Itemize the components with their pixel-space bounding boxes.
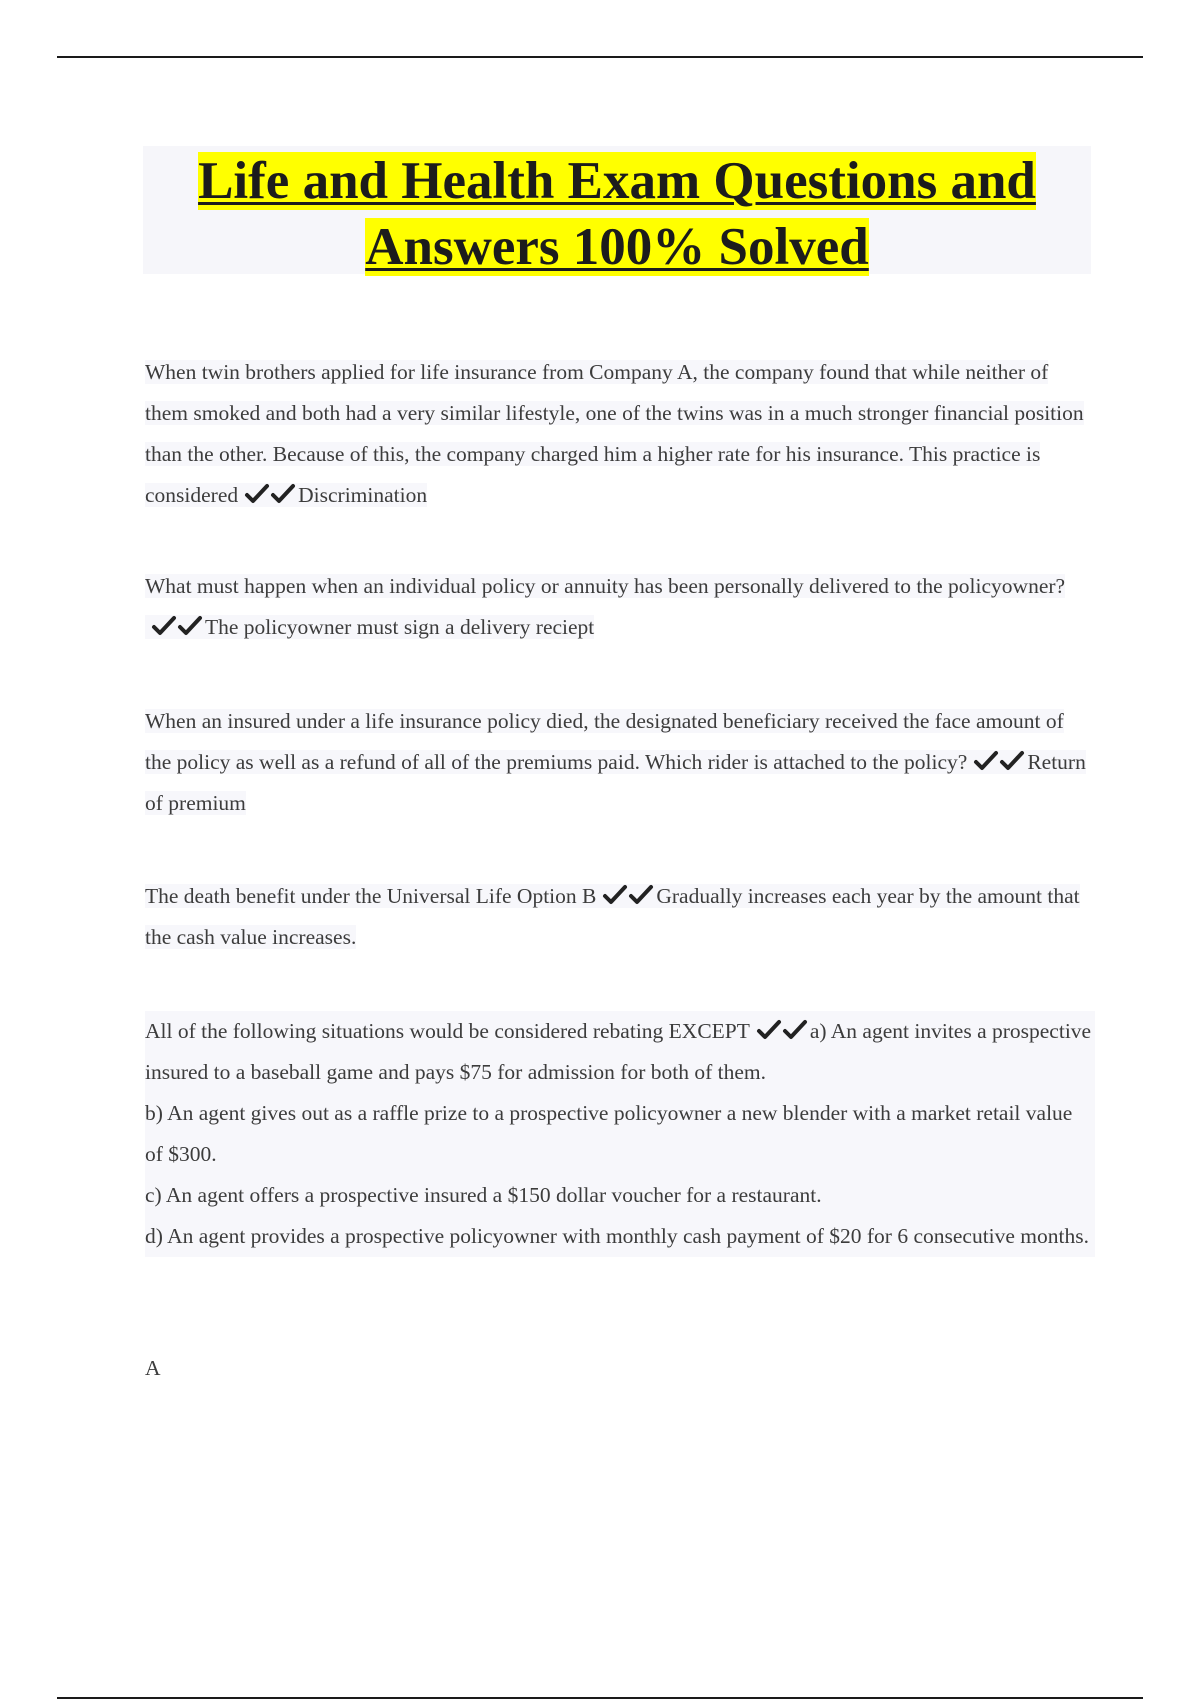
checkmark-icon [628, 882, 654, 908]
qa-item-5 [145, 1011, 1095, 1257]
checkmark-icon [177, 613, 203, 639]
page-title [143, 148, 1091, 280]
footer-rule [57, 1697, 1143, 1699]
checkmark-icon [756, 1017, 782, 1043]
question-text: All of the following situations would be considered rebating EXCEPT [145, 1019, 750, 1043]
qa-item-3 [145, 701, 1095, 824]
checkmark-icon [999, 748, 1025, 774]
final-answer: A [145, 1356, 161, 1380]
checkmark-icon [244, 481, 270, 507]
checkmark-icon [602, 882, 628, 908]
checkmark-icon [270, 481, 296, 507]
option-c: c) An agent offers a prospective insured a $150 dollar voucher for a restaurant. [145, 1175, 1095, 1216]
option-b: b) An agent gives out as a raffle prize to a prospective policyowner a new blender with a market retail value of $300. [145, 1093, 1095, 1175]
answer-text: The policyowner must sign a delivery reciept [205, 615, 595, 639]
title-line-1: Life and Health Exam Questions and [198, 152, 1036, 210]
header-rule [57, 56, 1143, 58]
question-text: When an insured under a life insurance policy died, the designated beneficiary received the face amount of the policy as well as a refund of all of the premiums paid. Which rider is attached to the policy? [145, 709, 1064, 774]
question-text: What must happen when an individual policy or annuity has been personally delivered to the policyowner? [145, 574, 1066, 598]
qa-item-1 [145, 352, 1095, 516]
answer-text: Discrimination [298, 483, 428, 507]
answer-text: Return of premium [145, 750, 1086, 815]
title-line-2: Answers 100% Solved [365, 218, 869, 276]
checkmark-icon [973, 748, 999, 774]
question-text: The death benefit under the Universal Life Option B [145, 884, 597, 908]
option-d: d) An agent provides a prospective policyowner with monthly cash payment of $20 for 6 consecutive months. [145, 1216, 1095, 1257]
qa-item-4 [145, 876, 1095, 958]
checkmark-icon [782, 1017, 808, 1043]
qa-item-2 [145, 566, 1095, 648]
answer-text: a) An agent invites a prospective insured to a baseball game and pays $75 for admission for both of them. [145, 1019, 1092, 1084]
checkmark-icon [151, 613, 177, 639]
answer-text: Gradually increases each year by the amount that the cash value increases. [145, 884, 1080, 949]
question-text: When twin brothers applied for life insurance from Company A, the company found that while neither of them smoked and both had a very similar lifestyle, one of the twins was in a much stronger financial position than the other. Because of this, the company charged him a higher rate for his insurance. This practice is considered [145, 360, 1084, 507]
